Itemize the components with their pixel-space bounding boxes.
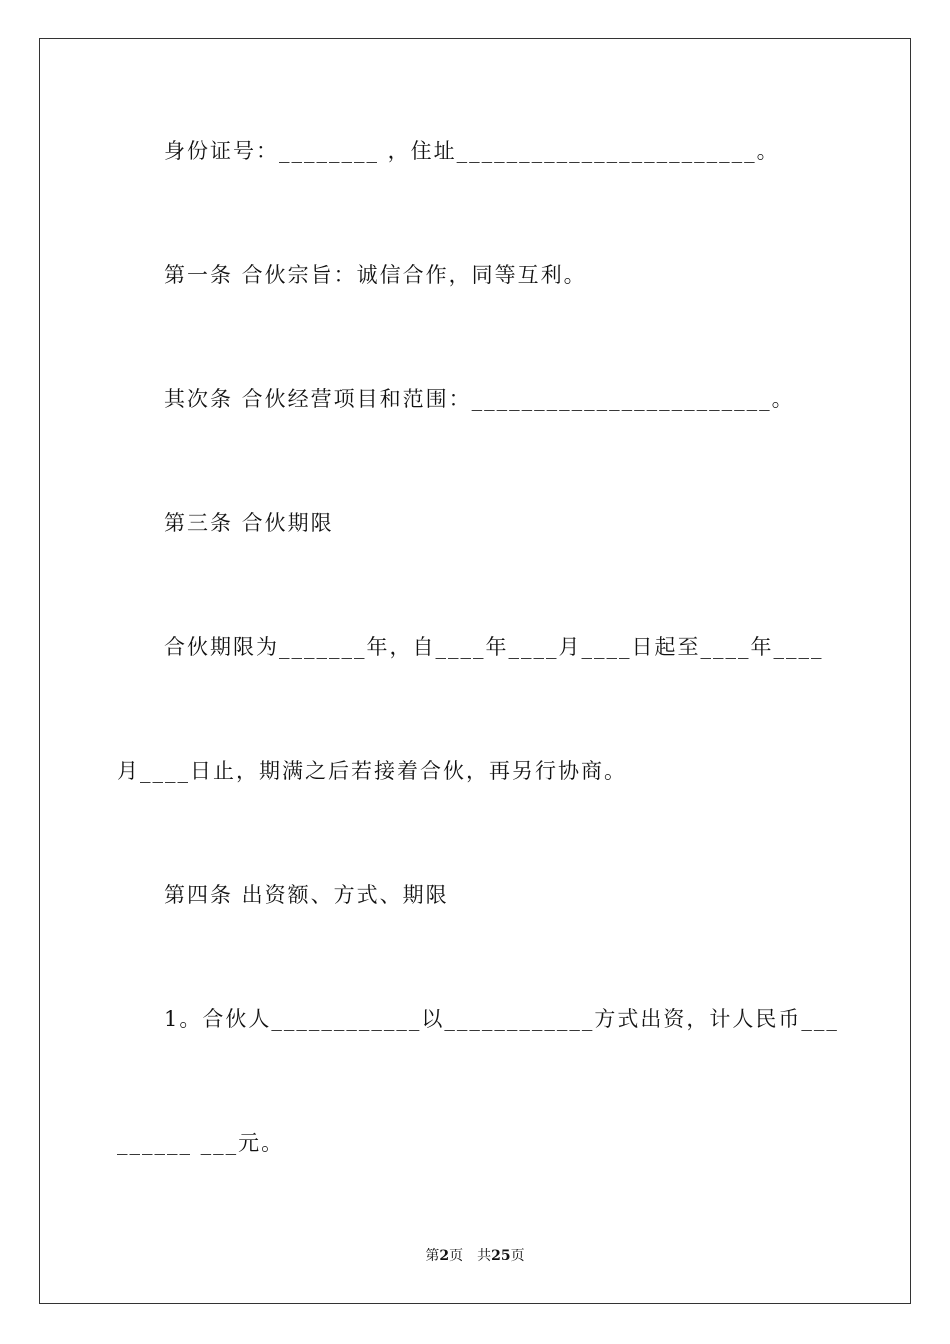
article-2-scope: 其次条 合伙经营项目和范围：________________________。 xyxy=(164,387,795,411)
page-border xyxy=(39,38,911,1304)
article-4-heading: 第四条 出资额、方式、期限 xyxy=(164,883,449,907)
total-page-number: 25 xyxy=(491,1248,511,1264)
footer-total-prefix: 共 xyxy=(477,1248,492,1264)
page-footer xyxy=(0,1246,950,1266)
term-period-line: 合伙期限为_______年，自____年____月____日起至____年____ xyxy=(164,635,824,659)
article-3-heading: 第三条 合伙期限 xyxy=(164,511,334,535)
contribution-item-1: 1。合伙人____________以____________方式出资，计人民币___ xyxy=(164,1007,839,1031)
current-page-number: 2 xyxy=(439,1248,450,1264)
footer-prefix: 第 xyxy=(425,1248,440,1264)
id-address-line: 身份证号：________ ，住址________________________。 xyxy=(164,139,780,163)
article-1-purpose: 第一条 合伙宗旨：诚信合作，同等互利。 xyxy=(164,263,587,287)
footer-total-suffix: 页 xyxy=(510,1248,525,1264)
footer-page-word: 页 xyxy=(449,1248,464,1264)
contribution-item-1-continued: ______ ___元。 xyxy=(117,1131,285,1155)
term-period-line-continued: 月____日止，期满之后若接着合伙，再另行协商。 xyxy=(117,759,627,783)
